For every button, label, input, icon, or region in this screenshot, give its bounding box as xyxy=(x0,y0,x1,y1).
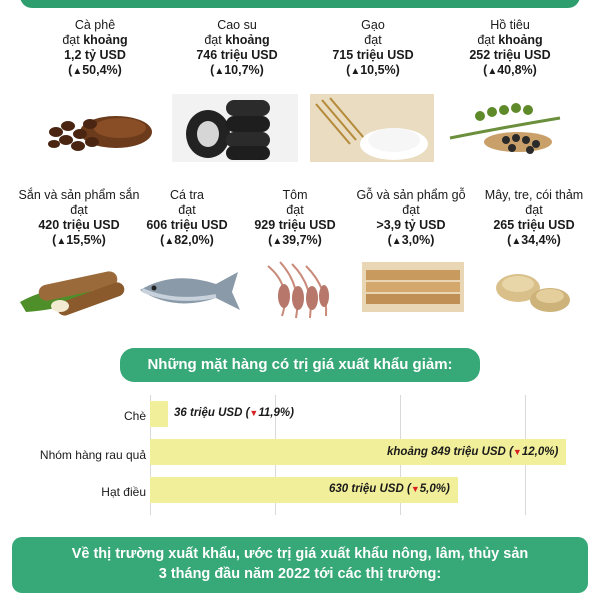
product-rubber xyxy=(172,18,302,79)
product-change: (▲50,4%) xyxy=(68,63,122,77)
product-shrimp xyxy=(240,188,350,249)
product-change: (▲34,4%) xyxy=(507,233,561,247)
product-reach: đạt xyxy=(364,33,382,47)
product-reach: đạt xyxy=(70,203,88,217)
product-reach: đạt xyxy=(402,203,420,217)
shrimp-image xyxy=(262,256,340,322)
product-change: (▲10,5%) xyxy=(346,63,400,77)
market-footer-banner xyxy=(12,537,588,593)
product-value: 715 triệu USD xyxy=(332,48,414,62)
bar-value-vegetables: khoảng 849 triệu USD (▼12,0%) xyxy=(387,446,559,458)
wood-planks-image xyxy=(362,262,464,312)
product-name: Mây, tre, cói thảm xyxy=(484,188,584,202)
product-value: 420 triệu USD xyxy=(38,218,120,232)
rattan-baskets-image xyxy=(488,262,578,316)
product-name: Gạo xyxy=(361,18,385,32)
bar-label-vegetables: Nhóm hàng rau quả xyxy=(39,448,146,462)
product-change: (▲39,7%) xyxy=(268,233,322,247)
product-reach: đạt xyxy=(525,203,543,217)
bar-value-cashew: 630 triệu USD (▼5,0%) xyxy=(329,483,450,495)
product-name: Sắn và sản phẩm sắn xyxy=(18,188,140,202)
rice-image xyxy=(310,94,434,162)
product-reach: đạt khoảng xyxy=(477,33,543,47)
coffee-beans-image xyxy=(38,98,158,158)
product-value: 746 triệu USD xyxy=(196,48,278,62)
product-name: Tôm xyxy=(282,188,308,202)
product-value: >3,9 tỷ USD xyxy=(376,218,446,232)
product-value: 265 triệu USD xyxy=(493,218,575,232)
product-change: (▲10,7%) xyxy=(210,63,264,77)
product-value: 929 triệu USD xyxy=(254,218,336,232)
product-reach: đạt khoảng xyxy=(62,33,128,47)
decrease-bar-chart xyxy=(150,395,580,515)
product-reach: đạt khoảng xyxy=(204,33,270,47)
product-pangasius xyxy=(132,188,242,249)
pepper-image xyxy=(440,98,570,162)
product-reach: đạt xyxy=(286,203,304,217)
product-change: (▲3,0%) xyxy=(387,233,435,247)
footer-line-1: Về thị trường xuất khẩu, ước trị giá xuất khẩu nông, lâm, thủy sản xyxy=(71,546,529,562)
product-change: (▲82,0%) xyxy=(160,233,214,247)
product-coffee xyxy=(30,18,160,79)
product-rattan xyxy=(470,188,598,249)
rubber-tires-image xyxy=(172,94,298,162)
product-value: 606 triệu USD xyxy=(146,218,228,232)
footer-line-2: 3 tháng đầu năm 2022 tới các thị trường: xyxy=(158,566,442,582)
product-name: Hồ tiêu xyxy=(490,18,530,32)
cassava-image xyxy=(16,262,136,320)
product-name: Cá tra xyxy=(169,188,205,202)
bar-label-cashew: Hạt điều xyxy=(101,485,146,499)
product-value: 1,2 tỷ USD xyxy=(64,48,126,62)
bar-tea xyxy=(150,401,168,427)
product-change: (▲40,8%) xyxy=(483,63,537,77)
product-change: (▲15,5%) xyxy=(52,233,106,247)
product-rice xyxy=(308,18,438,79)
product-pepper xyxy=(440,18,580,79)
pangasius-fish-image xyxy=(134,264,244,316)
product-name: Gỗ và sản phẩm gỗ xyxy=(356,188,466,202)
product-value: 252 triệu USD xyxy=(469,48,551,62)
product-reach: đạt xyxy=(178,203,196,217)
bar-label-tea: Chè xyxy=(123,409,146,423)
product-wood xyxy=(346,188,476,249)
top-banner-edge xyxy=(20,0,580,8)
product-name: Cao su xyxy=(217,18,257,32)
decrease-title-banner: Những mặt hàng có trị giá xuất khẩu giảm: xyxy=(120,348,480,382)
bar-value-tea: 36 triệu USD (▼11,9%) xyxy=(174,407,294,419)
product-name: Cà phê xyxy=(74,18,116,32)
